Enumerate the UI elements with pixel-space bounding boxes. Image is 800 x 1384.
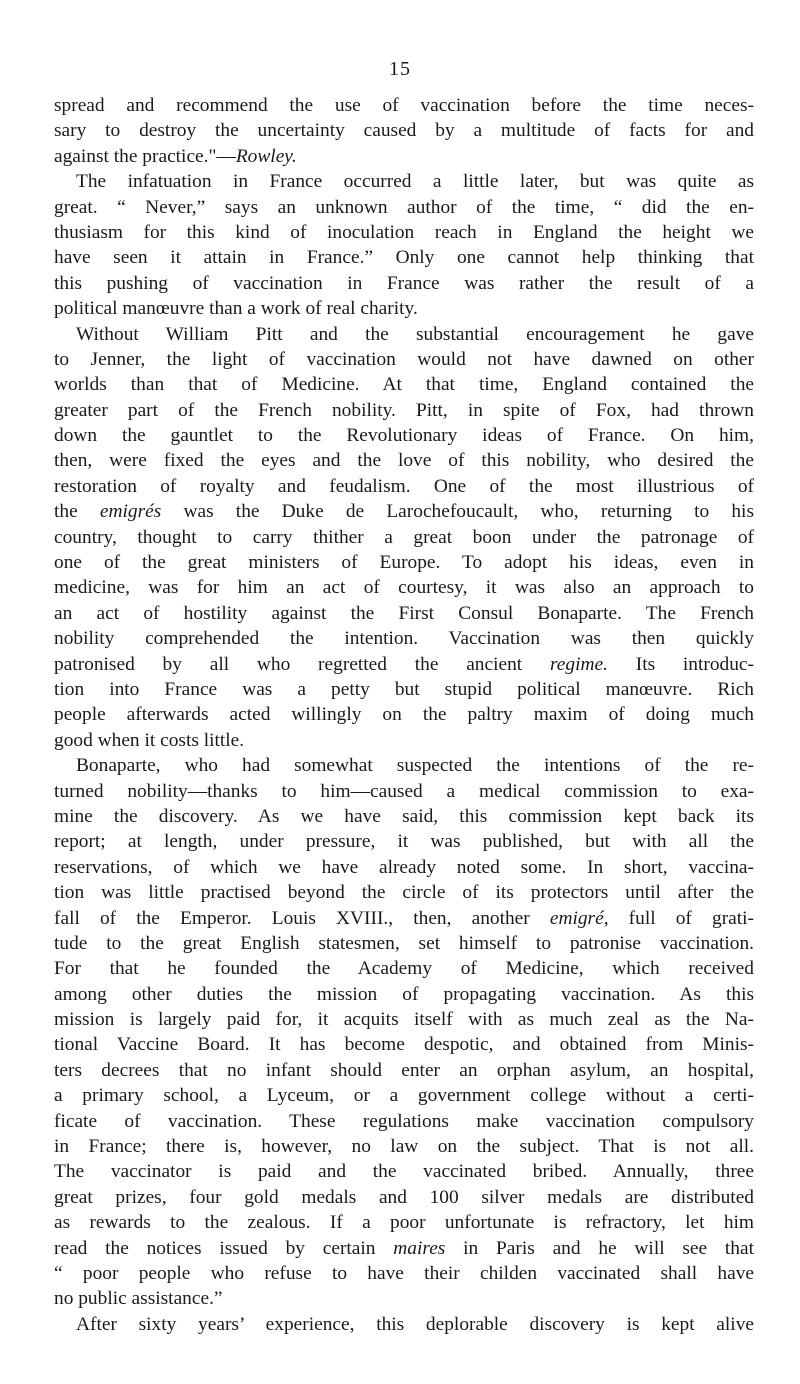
text-segment: medicine, was for him an act of courtesy, it was also an approach to: [54, 577, 754, 599]
text-line: [54, 372, 754, 397]
text-line: [54, 195, 754, 220]
text-segment: tional Vaccine Board. It has become despotic, and obtained from Minis-: [54, 1034, 754, 1056]
text-line: [54, 1032, 754, 1057]
body-text: [54, 93, 754, 1337]
text-line: [54, 1261, 754, 1286]
text-segment: reservations, of which we have already noted some. In short, vaccina-: [54, 856, 754, 878]
text-line: [54, 753, 754, 778]
text-segment: tion into France was a petty but stupid political manœuvre. Rich: [54, 678, 754, 700]
text-line: [54, 626, 754, 651]
text-segment: worlds than that of Medicine. At that time, England contained the: [54, 374, 754, 396]
text-line: [54, 804, 754, 829]
text-segment: mission is largely paid for, it acquits itself with as much zeal as the Na-: [54, 1009, 754, 1031]
text-segment: Its introduc-: [607, 653, 754, 675]
text-line: [54, 956, 754, 981]
text-segment: against the practice."—: [54, 145, 236, 167]
text-segment: people afterwards acted willingly on the paltry maxim of doing much: [54, 704, 754, 726]
text-segment: to Jenner, the light of vaccination would not have dawned on other: [54, 348, 754, 370]
text-line: [54, 931, 754, 956]
text-line: [54, 1083, 754, 1108]
text-line: [54, 423, 754, 448]
text-segment: in Paris and he will see that: [445, 1237, 754, 1259]
text-segment: “ poor people who refuse to have their childen vaccinated shall have: [54, 1262, 754, 1284]
text-segment: The infatuation in France occurred a little later, but was quite as: [76, 171, 754, 193]
text-line: [54, 728, 754, 753]
text-segment: then, were fixed the eyes and the love of this nobility, who desired the: [54, 450, 754, 472]
italic-text: maires: [393, 1237, 446, 1259]
text-segment: read the notices issued by certain: [54, 1237, 394, 1259]
italic-text: emigrés: [99, 501, 162, 523]
text-segment: in France; there is, however, no law on the subject. That is not all.: [54, 1136, 754, 1158]
text-segment: political manœuvre than a work of real charity.: [54, 298, 418, 320]
text-line: [54, 1236, 754, 1261]
text-segment: Bonaparte, who had somewhat suspected the intentions of the re-: [76, 755, 754, 777]
text-segment: country, thought to carry thither a great boon under the patronage of: [54, 526, 754, 548]
text-segment: turned nobility—thanks to him—caused a medical commission to exa-: [54, 780, 754, 802]
text-segment: an act of hostility against the First Consul Bonaparte. The French: [54, 602, 754, 624]
italic-text: regime.: [549, 653, 608, 675]
text-segment: ficate of vaccination. These regulations make vaccination compulsory: [54, 1110, 754, 1132]
text-segment: The vaccinator is paid and the vaccinated bribed. Annually, three: [54, 1161, 754, 1183]
text-line: [54, 829, 754, 854]
text-line: [54, 982, 754, 1007]
text-line: [54, 1007, 754, 1032]
text-line: [54, 322, 754, 347]
text-segment: full of grati-: [608, 907, 754, 929]
text-line: [54, 220, 754, 245]
text-segment: mine the discovery. As we have said, this commission kept back its: [54, 805, 754, 827]
text-line: [54, 550, 754, 575]
text-segment: no public assistance.”: [54, 1288, 223, 1310]
text-segment: restoration of royalty and feudalism. One of the most illustrious of: [54, 475, 754, 497]
text-segment: one of the great ministers of Europe. To adopt his ideas, even in: [54, 552, 754, 574]
text-segment: report; at length, under pressure, it was published, but with all the: [54, 831, 754, 853]
text-line: [54, 855, 754, 880]
text-segment: good when it costs little.: [54, 729, 245, 751]
text-segment: greater part of the French nobility. Pitt, in spite of Fox, had thrown: [54, 399, 754, 421]
text-line: [54, 779, 754, 804]
text-line: [54, 575, 754, 600]
text-segment: a primary school, a Lyceum, or a government college without a certi-: [54, 1085, 754, 1107]
text-segment: have seen it attain in France.” Only one cannot help thinking that: [54, 247, 754, 269]
text-segment: ters decrees that no infant should enter an orphan asylum, an hospital,: [54, 1059, 754, 1081]
text-line: [54, 1210, 754, 1235]
text-line: [54, 1286, 754, 1311]
text-line: [54, 118, 754, 143]
text-line: [54, 448, 754, 473]
text-line: [54, 398, 754, 423]
text-line: [54, 169, 754, 194]
text-line: [54, 347, 754, 372]
text-line: [54, 474, 754, 499]
text-segment: the: [54, 501, 100, 523]
text-segment: patronised by all who regretted the ancient: [54, 653, 550, 675]
text-line: [54, 1159, 754, 1184]
text-line: [54, 702, 754, 727]
text-line: [54, 271, 754, 296]
text-segment: tude to the great English statesmen, set himself to patronise vaccination.: [54, 932, 754, 954]
text-line: [54, 906, 754, 931]
text-segment: After sixty years’ experience, this deplorable discovery is kept alive: [76, 1313, 754, 1335]
text-line: [54, 1312, 754, 1337]
text-line: [54, 880, 754, 905]
text-segment: was the Duke de Larochefoucault, who, returning to his: [161, 501, 754, 523]
text-segment: this pushing of vaccination in France was rather the result of a: [54, 272, 754, 294]
text-line: [54, 93, 754, 118]
text-line: [54, 525, 754, 550]
text-segment: spread and recommend the use of vaccination before the time neces-: [54, 95, 754, 116]
text-segment: fall of the Emperor. Louis XVIII., then, another: [54, 907, 550, 929]
text-segment: thusiasm for this kind of inoculation reach in England the height we: [54, 221, 754, 243]
text-segment: great prizes, four gold medals and 100 silver medals are distributed: [54, 1186, 754, 1208]
text-segment: For that he founded the Academy of Medicine, which received: [54, 958, 754, 980]
text-segment: tion was little practised beyond the circle of its protectors until after the: [54, 882, 754, 904]
text-segment: nobility comprehended the intention. Vaccination was then quickly: [54, 628, 754, 650]
text-line: [54, 1109, 754, 1134]
italic-text: Rowley.: [235, 145, 297, 167]
text-line: [54, 499, 754, 524]
text-line: [54, 677, 754, 702]
text-line: [54, 652, 754, 677]
text-line: [54, 144, 754, 169]
text-line: [54, 245, 754, 270]
text-line: [54, 1134, 754, 1159]
text-line: [54, 1185, 754, 1210]
text-segment: great. “ Never,” says an unknown author of the time, “ did the en-: [54, 196, 754, 218]
text-line: [54, 1058, 754, 1083]
text-line: [54, 601, 754, 626]
text-line: [54, 296, 754, 321]
text-segment: down the gauntlet to the Revolutionary ideas of France. On him,: [54, 425, 754, 447]
page-number: 15: [389, 58, 411, 80]
text-segment: sary to destroy the uncertainty caused by a multitude of facts for and: [54, 120, 754, 142]
italic-text: emigré,: [549, 907, 609, 929]
text-segment: Without William Pitt and the substantial encouragement he gave: [76, 323, 754, 345]
text-segment: as rewards to the zealous. If a poor unfortunate is refractory, let him: [54, 1212, 754, 1234]
text-segment: among other duties the mission of propagating vaccination. As this: [54, 983, 754, 1005]
